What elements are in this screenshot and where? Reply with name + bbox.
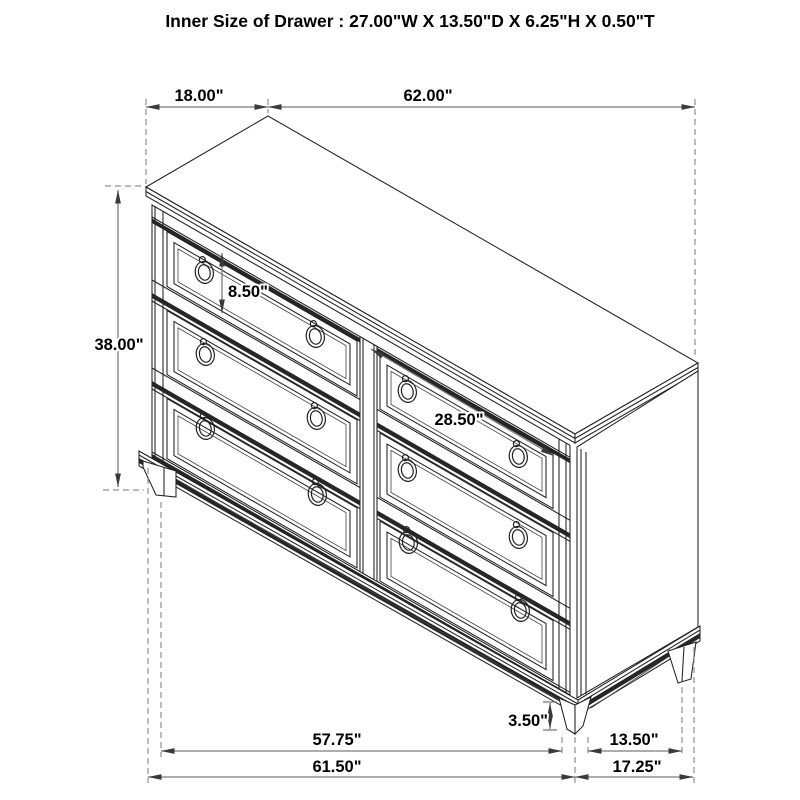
dim-label-top-depth: 18.00" <box>174 87 224 105</box>
dim-label-base-front-width: 57.75" <box>312 731 362 749</box>
dim-base-side-depth <box>588 731 682 751</box>
dim-leg-height <box>508 702 557 730</box>
dim-label-base-side-depth: 13.50" <box>609 731 659 749</box>
dim-top-width <box>268 87 695 107</box>
dim-label-drawer-height: 8.50" <box>228 283 268 301</box>
dim-label-overall-front-width: 61.50" <box>312 758 362 776</box>
dim-label-top-width: 62.00" <box>403 87 453 105</box>
center-stile <box>360 337 377 582</box>
dresser-drawing <box>139 116 700 734</box>
dim-overall-front-width <box>148 758 575 777</box>
dim-overall-height <box>94 190 143 487</box>
diagram-title: Inner Size of Drawer : 27.00"W X 13.50"D X 6.25"H X 0.50"T <box>165 11 655 31</box>
dim-label-overall-side-depth: 17.25" <box>612 758 662 776</box>
dim-label-overall-height: 38.00" <box>94 336 144 354</box>
dim-label-leg-height: 3.50" <box>508 712 548 730</box>
dim-label-drawer-width: 28.50" <box>434 411 484 429</box>
dim-overall-side-depth <box>575 758 693 777</box>
dim-base-front-width <box>161 731 562 751</box>
dim-top-depth <box>146 87 268 107</box>
